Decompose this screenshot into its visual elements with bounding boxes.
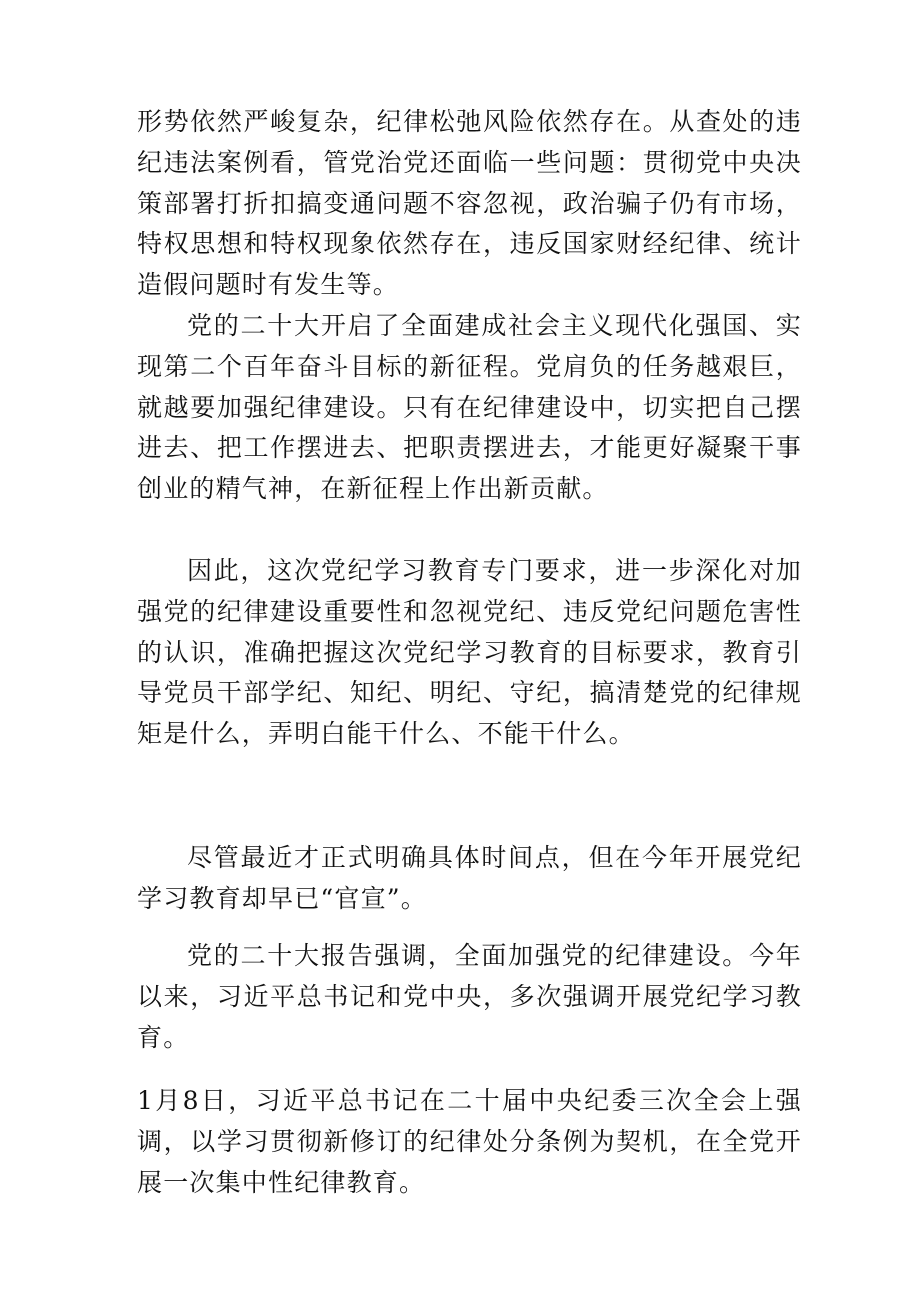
paragraph-3: 因此，这次党纪学习教育专门要求，进一步深化对加强党的纪律建设重要性和忽视党纪、违反党纪问题危害性的认识，准确把握这次党纪学习教育的目标要求，教育引导党员干部学纪、知纪、明纪、守纪，搞清楚党的纪律规矩是什么，弄明白能干什么、不能干什么。 bbox=[137, 556, 802, 749]
paragraph-6: 1月8日，习近平总书记在二十届中央纪委三次全会上强调，以学习贯彻新修订的纪律处分条例为契机，在全党开展一次集中性纪律教育。 bbox=[137, 1086, 802, 1197]
paragraph-4: 尽管最近才正式明确具体时间点，但在今年开展党纪学习教育却早已“官宣”。 bbox=[137, 843, 802, 913]
paragraph-2: 党的二十大开启了全面建成社会主义现代化强国、实现第二个百年奋斗目标的新征程。党肩负的任务越艰巨，就越要加强纪律建设。只有在纪律建设中，切实把自己摆进去、把工作摆进去、把职责摆进去，才能更好凝聚干事创业的精气神，在新征程上作出新贡献。 bbox=[137, 311, 802, 504]
paragraph-1: 形势依然严峻复杂，纪律松弛风险依然存在。从查处的违纪违法案例看，管党治党还面临一些问题：贯彻党中央决策部署打折扣搞变通问题不容忽视，政治骗子仍有市场，特权思想和特权现象依然存在，违反国家财经纪律、统计造假问题时有发生等。 bbox=[137, 107, 802, 300]
paragraph-5: 党的二十大报告强调，全面加强党的纪律建设。今年以来，习近平总书记和党中央，多次强调开展党纪学习教育。 bbox=[137, 941, 802, 1052]
